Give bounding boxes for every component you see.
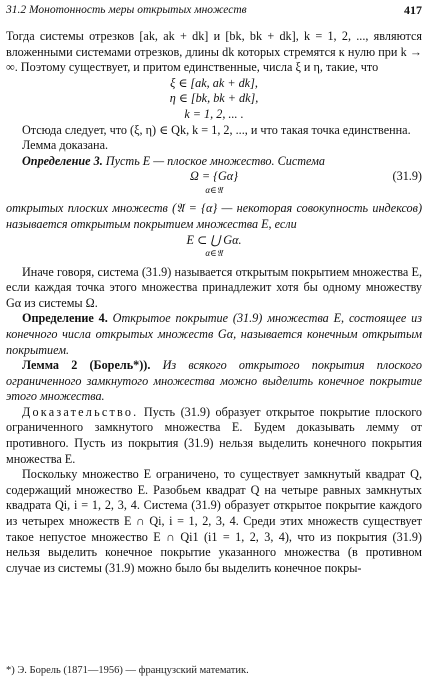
- definition-3-continuation: открытых плоских множеств (𝔄 = {α} — некоторая совокупность индексов) называется открытым покрытием множества E, если: [6, 201, 422, 231]
- lemma-2-heading: Лемма 2 (Борель*)).: [22, 358, 151, 373]
- running-title: 31.2 Монотонность меры открытых множеств: [6, 4, 247, 16]
- definition-4-heading: Определение 4.: [22, 311, 108, 326]
- equation-omega: [6, 169, 422, 201]
- equation-xi: ξ ∈ [ak, ak + dk],: [170, 75, 258, 90]
- paragraph: Поскольку множество E ограничено, то существует замкнутый квадрат Q, содержащий множество E. Разобьем квадрат Q на четыре равных замкнутых квадрата Qi, i = 1, 2, 3, 4. Система (31.9) образует открытое покрытие каждого из четырех множеств E ∩ Qi, i = 1, 2, 3, 4. Среди этих множеств существует такое непустое множество E ∩ Qi1 (i1 = 1, 2, 3, 4), что из покрытия (31.9) нельзя выделить конечное покрытие указанного множества (в противном случае из системы (31.9) можно было бы выделить конечное покры-: [6, 467, 422, 575]
- definition-3: [6, 154, 422, 170]
- definition-3-heading: Определение 3.: [22, 153, 103, 168]
- paragraph: Отсюда следует, что (ξ, η) ∈ Qk, k = 1, 2, ..., и что такая точка единственна.: [22, 122, 411, 137]
- proof-heading: Доказательство.: [22, 404, 139, 419]
- equation-omega-main: Ω = {Gα}: [189, 169, 239, 184]
- definition-4: [6, 311, 422, 358]
- lemma-2-text: Из всякого открытого покрытия плоского ограниченного замкнутого множества можно выделить конечное покрытие этого множества.: [6, 358, 422, 404]
- footnote: *) Э. Борель (1871—1956) — французский математик.: [6, 665, 249, 676]
- equation-number: (31.9): [392, 169, 422, 184]
- definition-4-text: Открытое покрытие (31.9) множества E, состоящее из конечного числа открытых множеств Gα, называется конечным открытым покрытием.: [6, 311, 422, 357]
- proof: [6, 405, 422, 467]
- proof-end: Лемма доказана.: [22, 138, 109, 153]
- equation-eta: η ∈ [bk, bk + dk],: [169, 91, 259, 106]
- paragraph: Иначе говоря, система (31.9) называется открытым покрытием множества E, если каждая точка этого множества принадлежит хотя бы одному множеству Gα из системы Ω.: [6, 264, 422, 310]
- equation-union-subscript: α∈𝔄: [205, 248, 223, 259]
- equation-k-range: k = 1, 2, ... .: [184, 106, 244, 121]
- page-body: [6, 29, 422, 576]
- page-number: 417: [404, 3, 422, 17]
- equation-union-main: E ⊂ ⋃ Gα.: [186, 232, 242, 247]
- equation-omega-subscript: α∈𝔄: [205, 184, 223, 195]
- paragraph: Тогда системы отрезков [ak, ak + dk] и [bk, bk + dk], k = 1, 2, ..., являются вложенными системами отрезков, длины dk которых стремятся к нулю при k → ∞. Поэтому существует, и притом единственные, числа ξ и η, такие, что: [6, 29, 422, 75]
- page-header: [6, 3, 422, 19]
- lemma-2: [6, 358, 422, 405]
- definition-3-text: Пусть E — плоское множество. Система: [105, 153, 326, 168]
- proof-text: Пусть (31.9) образует открытое покрытие плоского ограниченного замкнутого множества E. Будем доказывать лемму от противного. Пусть из покрытия (31.9) нельзя выделить конечного покрытия множества E.: [6, 404, 422, 466]
- equation-union: [6, 233, 422, 265]
